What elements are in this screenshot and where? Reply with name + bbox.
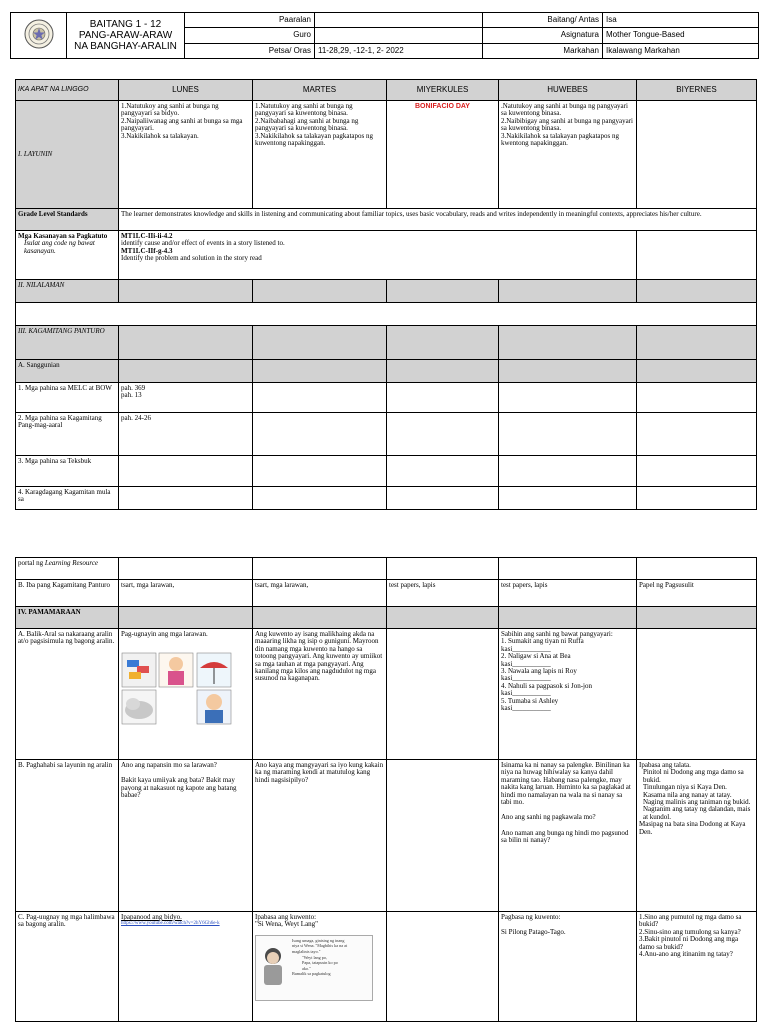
pagugnay-biyernes-q2: 2.Sinu-sino ang tumulong sa kanya? — [639, 927, 741, 936]
kasanayan-text — [119, 231, 637, 280]
pagugnay-lunes — [119, 912, 253, 1022]
nilalaman-content — [16, 303, 757, 326]
layunin-label: I. LAYUNIN — [16, 101, 119, 209]
baitang-label: Baitang/ Antas — [483, 13, 603, 28]
layunin-martes-2: 2.Naibabahagi ang sanhi at bunga ng pangyayari sa kuwentong binasa. — [255, 116, 359, 133]
balik-biyernes — [637, 629, 757, 760]
paaralan-label: Paaralan — [185, 13, 315, 28]
balik-huwebes-item-4: 4. Nahuli sa pagpasok si Jon-jon — [501, 681, 592, 690]
paghahabi-biyernes-7: Masipag na bata sina Dodong at Kaya Den. — [639, 820, 746, 836]
paghahabi-huwebes-q2: Ano naman ang bunga ng hindi mo pagsunod sa bilin ni nanay? — [501, 828, 629, 845]
pagugnay-huwebes-intro: Pagbasa ng kuwento: — [501, 913, 561, 921]
excerpt-line-2: niya si Wena. "Magbihis ka na at — [292, 943, 348, 949]
excerpt-line-5: Papa, tatapusin ko po — [302, 960, 338, 966]
paghahabi-huwebes-story: Isinama ka ni nanay sa palengke. Binilinan ka niya na huwag hihiwalay sa kanya dahil maraming tao. Habang nasa palengke, may nakita kang laruan. Huminto ka sa paglakad at hindi mo namalayan na wala na si nanay sa tabi mo. — [501, 761, 631, 807]
layunin-lunes-1: 1.Natutukoy ang sanhi at bunga ng pangyayari sa bidyo. — [121, 102, 219, 118]
paghahabi-biyernes-3: Tinulungan niya si Kaya Den. — [643, 783, 727, 792]
excerpt-line-6: ako." — [302, 965, 311, 971]
layunin-martes-3: 3.Nakikilahok sa talakayan pagkatapos ng kuwentong napakinggan. — [255, 131, 373, 148]
pagugnay-biyernes — [637, 912, 757, 1022]
paghahabi-biyernes-4: Kasama nila ang nanay at tatay. — [643, 790, 732, 799]
iba-martes: tsart, mga larawan, — [253, 580, 387, 607]
layunin-biyernes — [637, 101, 757, 209]
story-excerpt-image — [255, 935, 373, 1001]
layunin-huwebes-1: .Natutukoy ang sanhi at bunga ng pangyayari sa kuwentong binasa. — [501, 102, 628, 118]
paghahabi-lunes — [119, 760, 253, 912]
portal-label-2: Learning Resource — [44, 559, 99, 567]
paghahabi-biyernes-2: Pinitol ni Dodong ang mga damo sa bukid. — [643, 768, 744, 784]
balik-huwebes-blank-3: kasi___________ — [501, 674, 551, 683]
balik-huwebes-blank-2: kasi___________ — [501, 659, 551, 668]
paghahabi-biyernes-1: Ipabasa ang talata. — [639, 761, 691, 769]
kasanayan-label: Mga Kasanayan sa Pagkatuto — [18, 232, 108, 240]
baitang-value: Isa — [603, 13, 759, 28]
paghahabi-lunes-q1: Ano ang napansin mo sa larawan? — [121, 761, 217, 769]
holiday-badge: BONIFACIO DAY — [415, 103, 470, 110]
paghahabi-biyernes-6: Nagtanim ang tatay ng dalandan, mais at kundol. — [643, 805, 751, 821]
layunin-huwebes — [499, 101, 637, 209]
layunin-huwebes-3: 3.Nakikilahok sa talakayan pagkatapos ng kwentong napakinggan. — [501, 131, 619, 148]
balik-martes: Ang kuwento ay isang malikhaing akda na maaaring likha ng isip o guniguni. Mayroon din namang mga kuwento na hango sa totoong pangyayari. Ang kuwento ay umiikot sa mga tauhan at mga pangyayari. Ang kanilang mga kilos ang nagdudulot ng mga susunod na kaganapan. — [253, 629, 387, 760]
title-line-2: PANG-ARAW-ARAW — [78, 30, 173, 41]
competency-code-1: MT1LC-IIi-ii-4.2 — [121, 232, 173, 240]
balik-huwebes-blank-5: kasi___________ — [501, 704, 551, 713]
melc-page-2: pah. 13 — [121, 391, 142, 400]
melc-label: 1. Mga pahina sa MELC at BOW — [16, 383, 119, 413]
grade-level-text: The learner demonstrates knowledge and skills in listening and communicating about familiar topics, uses basic vocabulary, reads and writes independently in meaningful contexts, appreciates his/her culture. — [119, 209, 757, 231]
iba-label: B. Iba pang Kagamitang Panturo — [16, 580, 119, 607]
petsa-value: 11-28,29, -12-1, 2- 2022 — [315, 43, 483, 58]
layunin-miyerkules — [387, 101, 499, 209]
document-title — [67, 13, 185, 59]
pamamaraan-label: IV. PAMAMARAAN — [16, 607, 119, 629]
markahan-label: Markahan — [483, 43, 603, 58]
title-line-3: NA BANGHAY-ARALIN — [74, 41, 177, 52]
story-title: "Si Wena, Weyt Lang" — [255, 920, 319, 929]
balik-huwebes-item-1: 1. Sumakit ang tiyan ni Ruffa — [501, 637, 584, 646]
story-excerpt-text — [292, 938, 372, 977]
kagamitan-label: III. KAGAMITANG PANTURO — [16, 326, 119, 360]
balik-huwebes-blank-4: kasi___________ — [501, 689, 551, 698]
lesson-plan-table-page-1 — [15, 79, 757, 510]
paghahabi-huwebes — [499, 760, 637, 912]
pagugnay-huwebes — [499, 912, 637, 1022]
iba-huwebes: test papers, lapis — [499, 580, 637, 607]
guro-value — [315, 28, 483, 43]
paaralan-value — [315, 13, 483, 28]
week-label: IKA APAT NA LINGGO — [16, 80, 119, 101]
pagugnay-huwebes-story: Si Pilong Patago-Tago. — [501, 928, 566, 937]
pagugnay-miyerkules — [387, 912, 499, 1022]
competency-code-2: MT1LC-IIf-g-4.3 — [121, 246, 173, 255]
competency-text-1: identify cause and/or effect of events in a story listened to. — [121, 239, 285, 248]
balik-lunes-text: Pag-ugnayin ang mga larawan. — [121, 630, 208, 638]
competency-text-2: Identify the problem and solution in the story read — [121, 254, 262, 263]
pangmag-value: pah. 24-26 — [119, 413, 253, 456]
day-header-martes: MARTES — [253, 80, 387, 101]
kasanayan-note: Isulat ang code ng bawat kasanayan. — [24, 239, 95, 255]
pagugnay-martes-intro: Ipabasa ang kuwento: — [255, 913, 317, 921]
melc-value — [119, 383, 253, 413]
balik-huwebes — [499, 629, 637, 760]
asignatura-label: Asignatura — [483, 28, 603, 43]
matching-pictures-image — [121, 652, 233, 726]
layunin-martes — [253, 101, 387, 209]
balik-huwebes-item-5: 5. Tumaba si Ashley — [501, 696, 559, 705]
nilalaman-label: II. NILALAMAN — [16, 280, 119, 303]
karagdagang-label: 4. Karagdagang Kagamitan mula sa — [16, 487, 119, 510]
excerpt-line-7: Bumalik sa pagkatulog — [292, 971, 331, 977]
paghahabi-miyerkules — [387, 760, 499, 912]
petsa-label: Petsa/ Oras — [185, 43, 315, 58]
paghahabi-biyernes-5: Naging malinis ang taniman ng bukid. — [643, 798, 751, 807]
iba-lunes: tsart, mga larawan, — [119, 580, 253, 607]
lesson-plan-table-page-2 — [15, 557, 757, 1022]
balik-lunes — [119, 629, 253, 760]
excerpt-line-1: Isang umaga, ginising ng inang — [292, 937, 345, 943]
paghahabi-martes: Ano kaya ang mangyayari sa iyo kung kakain ka ng maraming kendi at matutulog kang hindi nagsisipilyo? — [253, 760, 387, 912]
paghahabi-biyernes — [637, 760, 757, 912]
sanggunian-label: A. Sanggunian — [16, 360, 119, 383]
day-header-huwebes: HUWEBES — [499, 80, 637, 101]
pangmag-label: 2. Mga pahina sa Kagamitang Pang-mag-aaral — [16, 413, 119, 456]
balik-huwebes-intro: Sabihin ang sanhi ng bawat pangyayari: — [501, 630, 613, 638]
layunin-lunes — [119, 101, 253, 209]
balik-huwebes-blank-1: kasi___________ — [501, 644, 551, 653]
girl-illustration-icon — [258, 946, 288, 986]
deped-seal-logo — [11, 13, 67, 59]
title-line-1: BAITANG 1 - 12 — [89, 19, 162, 30]
grade-level-label: Grade Level Standards — [16, 209, 119, 231]
teksbuk-label: 3. Mga pahina sa Teksbuk — [16, 456, 119, 487]
paghahabi-huwebes-q1: Ano ang sanhi ng pagkawala mo? — [501, 813, 596, 822]
excerpt-line-4: "Weyt lang po, — [302, 954, 327, 960]
layunin-huwebes-2: 2.Naibibigay ang sanhi at bunga ng pangyayari sa kuwentong binasa. — [501, 116, 633, 133]
day-header-lunes: LUNES — [119, 80, 253, 101]
paghahabi-lunes-q2: Bakit kaya umiiyak ang bata? Bakit may payong at nakasuot ng kapote ang batang babae? — [121, 776, 237, 800]
balik-huwebes-item-3: 3. Nawala ang lapis ni Roy — [501, 667, 577, 676]
iba-miyerkules: test papers, lapis — [387, 580, 499, 607]
pagugnay-biyernes-q1: 1.Sino ang pumutol ng mga damo sa bukid? — [639, 913, 742, 929]
layunin-lunes-3: 3.Nakikilahok sa talakayan. — [121, 131, 199, 140]
guro-label: Guro — [185, 28, 315, 43]
balik-miyerkules — [387, 629, 499, 760]
layunin-lunes-2: 2.Naipaliiwanag ang sanhi at bunga sa mga pangyayari. — [121, 116, 243, 133]
video-link[interactable]: https://www.youtube.com/watch?v=2hY6Gh6e-k — [121, 921, 220, 927]
kasanayan-label-cell — [16, 231, 119, 280]
balik-label: A. Balik-Aral sa nakaraang aralin at/o pagsisimula ng bagong aralin. — [16, 629, 119, 760]
paghahabi-label: B. Paghahabi sa layunin ng aralin — [16, 760, 119, 912]
balik-huwebes-item-2: 2. Naligaw si Ana at Bea — [501, 652, 571, 661]
layunin-martes-1: 1.Natutukoy ang sanhi at bunga ng pangyayari sa kuwentong binasa. — [255, 102, 353, 118]
portal-label — [16, 558, 119, 580]
portal-label-1: portal ng — [18, 559, 44, 567]
header-table — [10, 12, 759, 59]
pagugnay-label: C. Pag-uugnay ng mga halimbawa sa bagong aralin. — [16, 912, 119, 1022]
seal-icon — [24, 19, 54, 49]
day-header-biyernes: BIYERNES — [637, 80, 757, 101]
pagugnay-lunes-text: Ipapanood ang bidyo. — [121, 913, 182, 921]
pagugnay-biyernes-q3: 3.Bakit pinutol ni Dodong ang mga damo sa bukid? — [639, 935, 739, 951]
kasanayan-biyernes — [637, 231, 757, 280]
asignatura-value: Mother Tongue-Based — [603, 28, 759, 43]
melc-page-1: pah. 369 — [121, 384, 146, 392]
day-header-miyerkules: MIYERKULES — [387, 80, 499, 101]
pagugnay-biyernes-q4: 4.Anu-ano ang itinanim ng tatay? — [639, 950, 733, 959]
pagugnay-martes — [253, 912, 387, 1022]
excerpt-line-3: maglalinis tayo." — [292, 949, 321, 954]
markahan-value: Ikalawang Markahan — [603, 43, 759, 58]
iba-biyernes: Papel ng Pagsusulit — [637, 580, 757, 607]
